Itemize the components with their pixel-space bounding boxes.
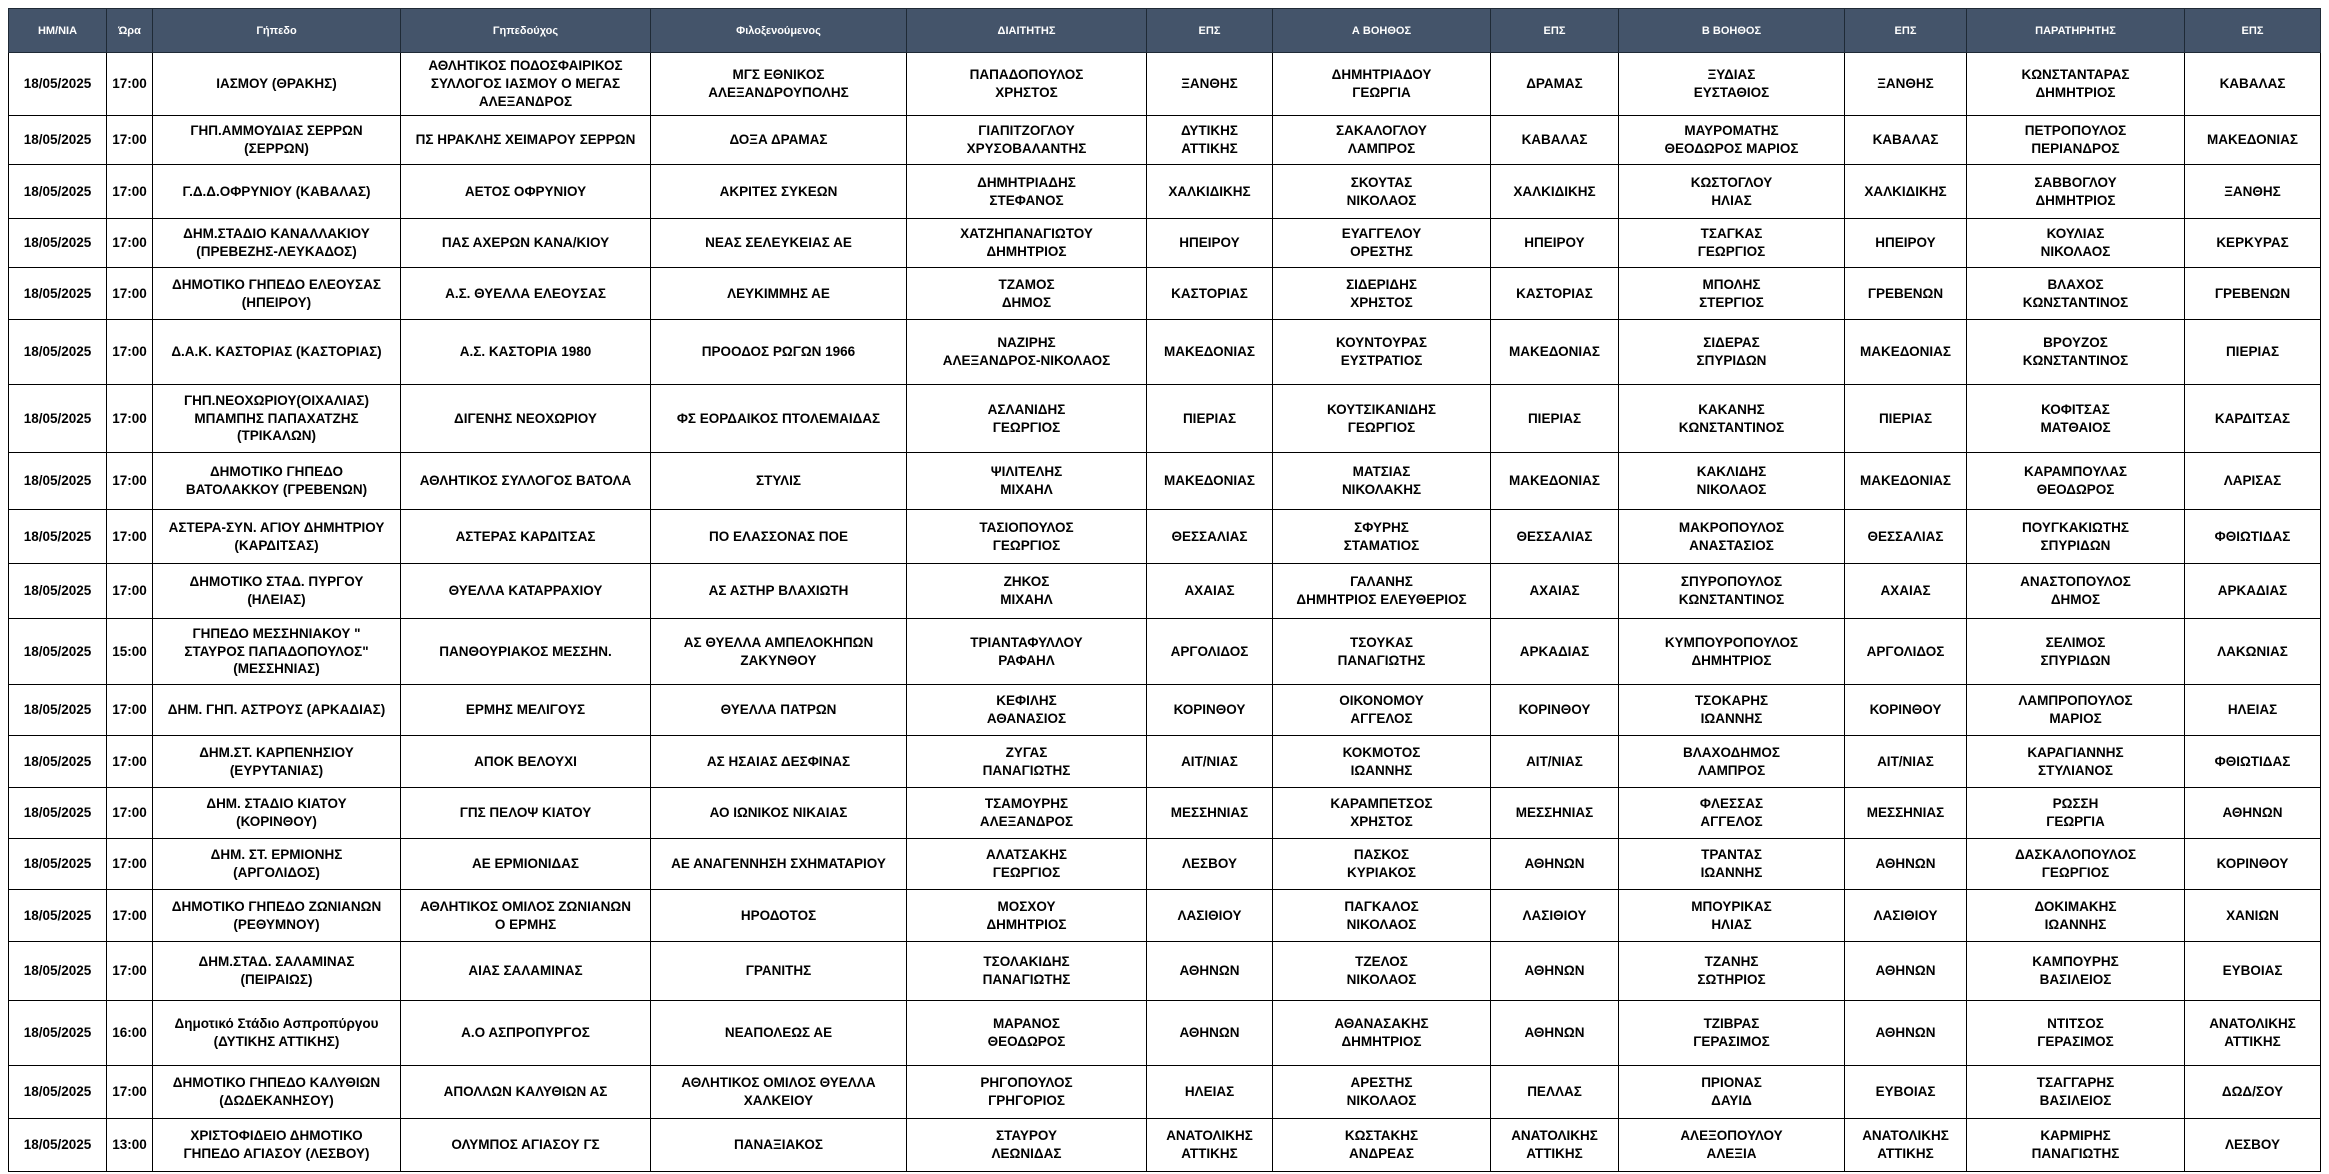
cell-observer-association: ΚΑΒΑΛΑΣ: [2185, 53, 2321, 116]
cell-observer-association: ΛΕΣΒΟΥ: [2185, 1119, 2321, 1172]
cell-assistant-b: ΑΛΕΞΟΠΟΥΛΟΥ ΑΛΕΞΙΑ: [1619, 1119, 1845, 1172]
cell-assistant-b: ΠΡΙΟΝΑΣ ΔΑΥΙΔ: [1619, 1066, 1845, 1119]
cell-observer: ΡΩΣΣΗ ΓΕΩΡΓΙΑ: [1967, 788, 2185, 839]
cell-assistant-b-association: ΘΕΣΣΑΛΙΑΣ: [1845, 510, 1967, 564]
cell-stadium: ΑΣΤΕΡΑ-ΣΥΝ. ΑΓΙΟΥ ΔΗΜΗΤΡΙΟΥ (ΚΑΡΔΙΤΣΑΣ): [153, 510, 401, 564]
table-row: [9, 736, 2321, 788]
cell-away-team: ΑΘΛΗΤΙΚΟΣ ΟΜΙΛΟΣ ΘΥΕΛΛΑ ΧΑΛΚΕΙΟΥ: [651, 1066, 907, 1119]
cell-observer-association: ΑΡΚΑΔΙΑΣ: [2185, 564, 2321, 619]
cell-assistant-b: ΜΑΥΡΟΜΑΤΗΣ ΘΕΟΔΩΡΟΣ ΜΑΡΙΟΣ: [1619, 116, 1845, 165]
cell-assistant-a: ΣΚΟΥΤΑΣ ΝΙΚΟΛΑΟΣ: [1273, 165, 1491, 219]
cell-assistant-a-association: ΠΙΕΡΙΑΣ: [1491, 385, 1619, 453]
cell-assistant-b: ΚΑΚΛΙΔΗΣ ΝΙΚΟΛΑΟΣ: [1619, 453, 1845, 510]
header-row: [9, 9, 2321, 53]
cell-referee-association: ΑΝΑΤΟΛΙΚΗΣ ΑΤΤΙΚΗΣ: [1147, 1119, 1273, 1172]
cell-assistant-a: ΚΟΥΝΤΟΥΡΑΣ ΕΥΣΤΡΑΤΙΟΣ: [1273, 320, 1491, 385]
cell-stadium: Δημοτικό Στάδιο Ασπροπύργου (ΔΥΤΙΚΗΣ ΑΤΤΙΚΗΣ): [153, 1001, 401, 1066]
cell-date: 18/05/2025: [9, 1001, 107, 1066]
cell-assistant-a-association: ΧΑΛΚΙΔΙΚΗΣ: [1491, 165, 1619, 219]
cell-home-team: ΠΑΝΘΟΥΡΙΑΚΟΣ ΜΕΣΣΗΝ.: [401, 619, 651, 685]
table-header: [9, 9, 2321, 53]
cell-home-team: Α.Ο ΑΣΠΡΟΠΥΡΓΟΣ: [401, 1001, 651, 1066]
cell-assistant-b: ΦΛΕΣΣΑΣ ΑΓΓΕΛΟΣ: [1619, 788, 1845, 839]
cell-assistant-b: ΤΣΟΚΑΡΗΣ ΙΩΑΝΝΗΣ: [1619, 685, 1845, 736]
cell-referee: ΤΡΙΑΝΤΑΦΥΛΛΟΥ ΡΑΦΑΗΛ: [907, 619, 1147, 685]
cell-assistant-a: ΚΟΚΜΟΤΟΣ ΙΩΑΝΝΗΣ: [1273, 736, 1491, 788]
cell-referee-association: ΜΑΚΕΔΟΝΙΑΣ: [1147, 320, 1273, 385]
table-row: [9, 1119, 2321, 1172]
cell-assistant-b: ΣΠΥΡΟΠΟΥΛΟΣ ΚΩΝΣΤΑΝΤΙΝΟΣ: [1619, 564, 1845, 619]
cell-date: 18/05/2025: [9, 685, 107, 736]
cell-referee: ΡΗΓΟΠΟΥΛΟΣ ΓΡΗΓΟΡΙΟΣ: [907, 1066, 1147, 1119]
cell-date: 18/05/2025: [9, 53, 107, 116]
cell-assistant-b: ΚΑΚΑΝΗΣ ΚΩΝΣΤΑΝΤΙΝΟΣ: [1619, 385, 1845, 453]
cell-assistant-a-association: ΑΙΤ/ΝΙΑΣ: [1491, 736, 1619, 788]
cell-date: 18/05/2025: [9, 890, 107, 942]
table-row: [9, 453, 2321, 510]
cell-stadium: ΔΗΜΟΤΙΚΟ ΣΤΑΔ. ΠΥΡΓΟΥ (ΗΛΕΙΑΣ): [153, 564, 401, 619]
cell-referee-association: ΧΑΛΚΙΔΙΚΗΣ: [1147, 165, 1273, 219]
cell-time: 17:00: [107, 736, 153, 788]
cell-time: 17:00: [107, 942, 153, 1001]
cell-observer: ΚΑΡΑΜΠΟΥΛΑΣ ΘΕΟΔΩΡΟΣ: [1967, 453, 2185, 510]
cell-time: 13:00: [107, 1119, 153, 1172]
cell-home-team: Α.Σ. ΘΥΕΛΛΑ ΕΛΕΟΥΣΑΣ: [401, 268, 651, 320]
cell-observer: ΝΤΙΤΣΟΣ ΓΕΡΑΣΙΜΟΣ: [1967, 1001, 2185, 1066]
cell-assistant-a: ΑΘΑΝΑΣΑΚΗΣ ΔΗΜΗΤΡΙΟΣ: [1273, 1001, 1491, 1066]
cell-observer: ΛΑΜΠΡΟΠΟΥΛΟΣ ΜΑΡΙΟΣ: [1967, 685, 2185, 736]
cell-time: 17:00: [107, 839, 153, 890]
cell-assistant-b-association: ΑΘΗΝΩΝ: [1845, 942, 1967, 1001]
cell-home-team: ΘΥΕΛΛΑ ΚΑΤΑΡΡΑΧΙΟΥ: [401, 564, 651, 619]
cell-assistant-a: ΑΡΕΣΤΗΣ ΝΙΚΟΛΑΟΣ: [1273, 1066, 1491, 1119]
cell-referee: ΣΤΑΥΡΟΥ ΛΕΩΝΙΔΑΣ: [907, 1119, 1147, 1172]
cell-observer: ΔΑΣΚΑΛΟΠΟΥΛΟΣ ΓΕΩΡΓΙΟΣ: [1967, 839, 2185, 890]
cell-referee: ΑΣΛΑΝΙΔΗΣ ΓΕΩΡΓΙΟΣ: [907, 385, 1147, 453]
cell-observer-association: ΛΑΡΙΣΑΣ: [2185, 453, 2321, 510]
cell-observer: ΚΟΥΛΙΑΣ ΝΙΚΟΛΑΟΣ: [1967, 219, 2185, 268]
cell-time: 17:00: [107, 385, 153, 453]
cell-away-team: ΑΕ ΑΝΑΓΕΝΝΗΣΗ ΣΧΗΜΑΤΑΡΙΟΥ: [651, 839, 907, 890]
cell-away-team: ΜΓΣ ΕΘΝΙΚΟΣ ΑΛΕΞΑΝΔΡΟΥΠΟΛΗΣ: [651, 53, 907, 116]
cell-home-team: ΑΘΛΗΤΙΚΟΣ ΠΟΔΟΣΦΑΙΡΙΚΟΣ ΣΥΛΛΟΓΟΣ ΙΑΣΜΟΥ Ο ΜΕΓΑΣ ΑΛΕΞΑΝΔΡΟΣ: [401, 53, 651, 116]
cell-referee-association: ΑΧΑΙΑΣ: [1147, 564, 1273, 619]
cell-stadium: Δ.Α.Κ. ΚΑΣΤΟΡΙΑΣ (ΚΑΣΤΟΡΙΑΣ): [153, 320, 401, 385]
cell-assistant-a-association: ΚΟΡΙΝΘΟΥ: [1491, 685, 1619, 736]
cell-referee: ΤΑΣΙΟΠΟΥΛΟΣ ΓΕΩΡΓΙΟΣ: [907, 510, 1147, 564]
header-home-team: Γηπεδούχος: [401, 9, 651, 53]
table-row: [9, 839, 2321, 890]
cell-away-team: ΔΟΞΑ ΔΡΑΜΑΣ: [651, 116, 907, 165]
cell-referee-association: ΑΙΤ/ΝΙΑΣ: [1147, 736, 1273, 788]
cell-assistant-a-association: ΜΑΚΕΔΟΝΙΑΣ: [1491, 453, 1619, 510]
cell-assistant-a-association: ΛΑΣΙΘΙΟΥ: [1491, 890, 1619, 942]
cell-observer-association: ΠΙΕΡΙΑΣ: [2185, 320, 2321, 385]
cell-assistant-b: ΜΠΟΥΡΙΚΑΣ ΗΛΙΑΣ: [1619, 890, 1845, 942]
cell-observer: ΑΝΑΣΤΟΠΟΥΛΟΣ ΔΗΜΟΣ: [1967, 564, 2185, 619]
cell-time: 17:00: [107, 268, 153, 320]
cell-referee-association: ΛΕΣΒΟΥ: [1147, 839, 1273, 890]
cell-time: 17:00: [107, 116, 153, 165]
cell-time: 17:00: [107, 320, 153, 385]
cell-date: 18/05/2025: [9, 1066, 107, 1119]
cell-away-team: ΑΟ ΙΩΝΙΚΟΣ ΝΙΚΑΙΑΣ: [651, 788, 907, 839]
cell-assistant-a: ΟΙΚΟΝΟΜΟΥ ΑΓΓΕΛΟΣ: [1273, 685, 1491, 736]
cell-assistant-a-association: ΑΧΑΙΑΣ: [1491, 564, 1619, 619]
cell-assistant-a-association: ΔΡΑΜΑΣ: [1491, 53, 1619, 116]
cell-assistant-b: ΤΡΑΝΤΑΣ ΙΩΑΝΝΗΣ: [1619, 839, 1845, 890]
cell-observer-association: ΑΘΗΝΩΝ: [2185, 788, 2321, 839]
cell-time: 17:00: [107, 219, 153, 268]
cell-referee: ΔΗΜΗΤΡΙΑΔΗΣ ΣΤΕΦΑΝΟΣ: [907, 165, 1147, 219]
cell-assistant-b-association: ΜΑΚΕΔΟΝΙΑΣ: [1845, 453, 1967, 510]
cell-observer-association: ΔΩΔ/ΣΟΥ: [2185, 1066, 2321, 1119]
cell-assistant-a-association: ΠΕΛΛΑΣ: [1491, 1066, 1619, 1119]
cell-observer-association: ΓΡΕΒΕΝΩΝ: [2185, 268, 2321, 320]
cell-assistant-a-association: ΑΘΗΝΩΝ: [1491, 1001, 1619, 1066]
cell-date: 18/05/2025: [9, 788, 107, 839]
cell-assistant-b: ΤΖΑΝΗΣ ΣΩΤΗΡΙΟΣ: [1619, 942, 1845, 1001]
cell-away-team: ΝΕΑΠΟΛΕΩΣ ΑΕ: [651, 1001, 907, 1066]
cell-time: 17:00: [107, 1066, 153, 1119]
cell-stadium: ΔΗΜ. ΓΗΠ. ΑΣΤΡΟΥΣ (ΑΡΚΑΔΙΑΣ): [153, 685, 401, 736]
cell-assistant-b-association: ΑΡΓΟΛΙΔΟΣ: [1845, 619, 1967, 685]
cell-assistant-b-association: ΑΧΑΙΑΣ: [1845, 564, 1967, 619]
cell-assistant-b-association: ΛΑΣΙΘΙΟΥ: [1845, 890, 1967, 942]
header-observer: ΠΑΡΑΤΗΡΗΤΗΣ: [1967, 9, 2185, 53]
table-row: [9, 890, 2321, 942]
cell-date: 18/05/2025: [9, 385, 107, 453]
cell-referee-association: ΑΘΗΝΩΝ: [1147, 942, 1273, 1001]
cell-referee: ΤΣΟΛΑΚΙΔΗΣ ΠΑΝΑΓΙΩΤΗΣ: [907, 942, 1147, 1001]
cell-referee-association: ΠΙΕΡΙΑΣ: [1147, 385, 1273, 453]
cell-observer: ΠΟΥΓΚΑΚΙΩΤΗΣ ΣΠΥΡΙΔΩΝ: [1967, 510, 2185, 564]
header-referee: ΔΙΑΙΤΗΤΗΣ: [907, 9, 1147, 53]
cell-assistant-b-association: ΗΠΕΙΡΟΥ: [1845, 219, 1967, 268]
cell-home-team: ΑΣΤΕΡΑΣ ΚΑΡΔΙΤΣΑΣ: [401, 510, 651, 564]
header-date: ΗΜ/ΝΙΑ: [9, 9, 107, 53]
cell-assistant-a-association: ΑΝΑΤΟΛΙΚΗΣ ΑΤΤΙΚΗΣ: [1491, 1119, 1619, 1172]
table-body: [9, 53, 2321, 1172]
cell-date: 18/05/2025: [9, 219, 107, 268]
cell-referee: ΤΖΑΜΟΣ ΔΗΜΟΣ: [907, 268, 1147, 320]
cell-referee: ΓΙΑΠΙΤΖΟΓΛΟΥ ΧΡΥΣΟΒΑΛΑΝΤΗΣ: [907, 116, 1147, 165]
cell-referee: ΖΗΚΟΣ ΜΙΧΑΗΛ: [907, 564, 1147, 619]
cell-stadium: ΓΗΠ.ΑΜΜΟΥΔΙΑΣ ΣΕΡΡΩΝ (ΣΕΡΡΩΝ): [153, 116, 401, 165]
cell-home-team: ΔΙΓΕΝΗΣ ΝΕΟΧΩΡΙΟΥ: [401, 385, 651, 453]
cell-assistant-b-association: ΚΑΒΑΛΑΣ: [1845, 116, 1967, 165]
cell-time: 17:00: [107, 510, 153, 564]
cell-away-team: ΑΚΡΙΤΕΣ ΣΥΚΕΩΝ: [651, 165, 907, 219]
table-row: [9, 619, 2321, 685]
cell-stadium: ΧΡΙΣΤΟΦΙΔΕΙΟ ΔΗΜΟΤΙΚΟ ΓΗΠΕΔΟ ΑΓΙΑΣΟΥ (ΛΕΣΒΟΥ): [153, 1119, 401, 1172]
cell-assistant-b: ΜΑΚΡΟΠΟΥΛΟΣ ΑΝΑΣΤΑΣΙΟΣ: [1619, 510, 1845, 564]
cell-referee-association: ΑΡΓΟΛΙΔΟΣ: [1147, 619, 1273, 685]
cell-away-team: ΠΡΟΟΔΟΣ ΡΩΓΩΝ 1966: [651, 320, 907, 385]
cell-date: 18/05/2025: [9, 942, 107, 1001]
cell-away-team: ΑΣ ΘΥΕΛΛΑ ΑΜΠΕΛΟΚΗΠΩΝ ΖΑΚΥΝΘΟΥ: [651, 619, 907, 685]
cell-observer: ΤΣΑΓΓΑΡΗΣ ΒΑΣΙΛΕΙΟΣ: [1967, 1066, 2185, 1119]
header-observer-association: ΕΠΣ: [2185, 9, 2321, 53]
header-time: Ώρα: [107, 9, 153, 53]
cell-referee-association: ΔΥΤΙΚΗΣ ΑΤΤΙΚΗΣ: [1147, 116, 1273, 165]
cell-home-team: ΑΕΤΟΣ ΟΦΡΥΝΙΟΥ: [401, 165, 651, 219]
cell-date: 18/05/2025: [9, 268, 107, 320]
cell-assistant-b-association: ΞΑΝΘΗΣ: [1845, 53, 1967, 116]
cell-date: 18/05/2025: [9, 736, 107, 788]
table-row: [9, 685, 2321, 736]
cell-referee-association: ΗΠΕΙΡΟΥ: [1147, 219, 1273, 268]
cell-date: 18/05/2025: [9, 564, 107, 619]
cell-away-team: ΠΑΝΑΞΙΑΚΟΣ: [651, 1119, 907, 1172]
header-stadium: Γήπεδο: [153, 9, 401, 53]
cell-date: 18/05/2025: [9, 839, 107, 890]
table-row: [9, 385, 2321, 453]
cell-assistant-a: ΠΑΓΚΑΛΟΣ ΝΙΚΟΛΑΟΣ: [1273, 890, 1491, 942]
cell-referee: ΤΣΑΜΟΥΡΗΣ ΑΛΕΞΑΝΔΡΟΣ: [907, 788, 1147, 839]
cell-observer: ΒΡΟΥΖΟΣ ΚΩΝΣΤΑΝΤΙΝΟΣ: [1967, 320, 2185, 385]
referee-assignments-table: [8, 8, 2321, 1172]
cell-observer-association: ΕΥΒΟΙΑΣ: [2185, 942, 2321, 1001]
cell-assistant-a: ΕΥΑΓΓΕΛΟΥ ΟΡΕΣΤΗΣ: [1273, 219, 1491, 268]
cell-assistant-a: ΚΑΡΑΜΠΕΤΣΟΣ ΧΡΗΣΤΟΣ: [1273, 788, 1491, 839]
cell-away-team: ΛΕΥΚΙΜΜΗΣ ΑΕ: [651, 268, 907, 320]
cell-assistant-a-association: ΚΑΣΤΟΡΙΑΣ: [1491, 268, 1619, 320]
cell-home-team: ΑΠΟΚ ΒΕΛΟΥΧΙ: [401, 736, 651, 788]
table-row: [9, 1001, 2321, 1066]
cell-stadium: ΙΑΣΜΟΥ (ΘΡΑΚΗΣ): [153, 53, 401, 116]
table-row: [9, 320, 2321, 385]
header-assistant-a-association: ΕΠΣ: [1491, 9, 1619, 53]
cell-assistant-b-association: ΑΙΤ/ΝΙΑΣ: [1845, 736, 1967, 788]
cell-assistant-b: ΚΥΜΠΟΥΡΟΠΟΥΛΟΣ ΔΗΜΗΤΡΙΟΣ: [1619, 619, 1845, 685]
cell-time: 17:00: [107, 53, 153, 116]
cell-date: 18/05/2025: [9, 453, 107, 510]
cell-time: 17:00: [107, 165, 153, 219]
cell-assistant-a-association: ΚΑΒΑΛΑΣ: [1491, 116, 1619, 165]
header-referee-association: ΕΠΣ: [1147, 9, 1273, 53]
cell-away-team: ΑΣ ΑΣΤΗΡ ΒΛΑΧΙΩΤΗ: [651, 564, 907, 619]
cell-date: 18/05/2025: [9, 165, 107, 219]
cell-assistant-b-association: ΜΕΣΣΗΝΙΑΣ: [1845, 788, 1967, 839]
cell-away-team: ΘΥΕΛΛΑ ΠΑΤΡΩΝ: [651, 685, 907, 736]
table-row: [9, 942, 2321, 1001]
cell-referee-association: ΘΕΣΣΑΛΙΑΣ: [1147, 510, 1273, 564]
cell-observer: ΣΕΛΙΜΟΣ ΣΠΥΡΙΔΩΝ: [1967, 619, 2185, 685]
cell-assistant-b: ΒΛΑΧΟΔΗΜΟΣ ΛΑΜΠΡΟΣ: [1619, 736, 1845, 788]
cell-stadium: ΔΗΜΟΤΙΚΟ ΓΗΠΕΔΟ ΕΛΕΟΥΣΑΣ (ΗΠΕΙΡΟΥ): [153, 268, 401, 320]
header-assistant-b: Β ΒΟΗΘΟΣ: [1619, 9, 1845, 53]
cell-home-team: Α.Σ. ΚΑΣΤΟΡΙΑ 1980: [401, 320, 651, 385]
cell-assistant-b: ΤΣΑΓΚΑΣ ΓΕΩΡΓΙΟΣ: [1619, 219, 1845, 268]
cell-assistant-a: ΚΟΥΤΣΙΚΑΝΙΔΗΣ ΓΕΩΡΓΙΟΣ: [1273, 385, 1491, 453]
cell-assistant-a-association: ΑΘΗΝΩΝ: [1491, 839, 1619, 890]
cell-stadium: ΔΗΜ.ΣΤΑΔ. ΣΑΛΑΜΙΝΑΣ (ΠΕΙΡΑΙΩΣ): [153, 942, 401, 1001]
cell-stadium: ΔΗΜ.ΣΤ. ΚΑΡΠΕΝΗΣΙΟΥ (ΕΥΡΥΤΑΝΙΑΣ): [153, 736, 401, 788]
cell-away-team: ΣΤΥΛΙΣ: [651, 453, 907, 510]
cell-observer-association: ΞΑΝΘΗΣ: [2185, 165, 2321, 219]
cell-time: 17:00: [107, 788, 153, 839]
cell-assistant-b-association: ΧΑΛΚΙΔΙΚΗΣ: [1845, 165, 1967, 219]
cell-referee: ΚΕΦΙΛΗΣ ΑΘΑΝΑΣΙΟΣ: [907, 685, 1147, 736]
cell-referee: ΜΟΣΧΟΥ ΔΗΜΗΤΡΙΟΣ: [907, 890, 1147, 942]
cell-referee-association: ΛΑΣΙΘΙΟΥ: [1147, 890, 1273, 942]
cell-observer: ΒΛΑΧΟΣ ΚΩΝΣΤΑΝΤΙΝΟΣ: [1967, 268, 2185, 320]
cell-stadium: ΔΗΜ. ΣΤ. ΕΡΜΙΟΝΗΣ (ΑΡΓΟΛΙΔΟΣ): [153, 839, 401, 890]
cell-date: 18/05/2025: [9, 510, 107, 564]
table-row: [9, 510, 2321, 564]
cell-stadium: ΓΗΠ.ΝΕΟΧΩΡΙΟΥ(ΟΙΧΑΛΙΑΣ) ΜΠΑΜΠΗΣ ΠΑΠΑΧΑΤΖΗΣ (ΤΡΙΚΑΛΩΝ): [153, 385, 401, 453]
cell-observer-association: ΦΘΙΩΤΙΔΑΣ: [2185, 510, 2321, 564]
cell-referee-association: ΚΑΣΤΟΡΙΑΣ: [1147, 268, 1273, 320]
cell-assistant-a-association: ΜΕΣΣΗΝΙΑΣ: [1491, 788, 1619, 839]
cell-time: 17:00: [107, 685, 153, 736]
cell-referee-association: ΜΑΚΕΔΟΝΙΑΣ: [1147, 453, 1273, 510]
referee-assignments-sheet: [8, 8, 2321, 1172]
cell-assistant-a-association: ΑΡΚΑΔΙΑΣ: [1491, 619, 1619, 685]
cell-assistant-a-association: ΜΑΚΕΔΟΝΙΑΣ: [1491, 320, 1619, 385]
cell-assistant-a-association: ΑΘΗΝΩΝ: [1491, 942, 1619, 1001]
table-row: [9, 268, 2321, 320]
cell-assistant-b: ΤΖΙΒΡΑΣ ΓΕΡΑΣΙΜΟΣ: [1619, 1001, 1845, 1066]
cell-time: 15:00: [107, 619, 153, 685]
cell-home-team: ΠΣ ΗΡΑΚΛΗΣ ΧΕΙΜΑΡΟΥ ΣΕΡΡΩΝ: [401, 116, 651, 165]
cell-home-team: ΠΑΣ ΑΧΕΡΩΝ ΚΑΝΑ/ΚΙΟΥ: [401, 219, 651, 268]
cell-observer: ΠΕΤΡΟΠΟΥΛΟΣ ΠΕΡΙΑΝΔΡΟΣ: [1967, 116, 2185, 165]
cell-observer: ΣΑΒΒΟΓΛΟΥ ΔΗΜΗΤΡΙΟΣ: [1967, 165, 2185, 219]
cell-stadium: ΓΗΠΕΔΟ ΜΕΣΣΗΝΙΑΚΟΥ " ΣΤΑΥΡΟΣ ΠΑΠΑΔΟΠΟΥΛΟΣ" (ΜΕΣΣΗΝΙΑΣ): [153, 619, 401, 685]
table-row: [9, 165, 2321, 219]
cell-assistant-b-association: ΜΑΚΕΔΟΝΙΑΣ: [1845, 320, 1967, 385]
cell-home-team: ΑΕ ΕΡΜΙΟΝΙΔΑΣ: [401, 839, 651, 890]
cell-assistant-a: ΚΩΣΤΑΚΗΣ ΑΝΔΡΕΑΣ: [1273, 1119, 1491, 1172]
cell-stadium: ΔΗΜΟΤΙΚΟ ΓΗΠΕΔΟ ΚΑΛΥΘΙΩΝ (ΔΩΔΕΚΑΝΗΣΟΥ): [153, 1066, 401, 1119]
cell-away-team: ΝΕΑΣ ΣΕΛΕΥΚΕΙΑΣ ΑΕ: [651, 219, 907, 268]
cell-home-team: ΟΛΥΜΠΟΣ ΑΓΙΑΣΟΥ ΓΣ: [401, 1119, 651, 1172]
table-row: [9, 1066, 2321, 1119]
cell-observer-association: ΛΑΚΩΝΙΑΣ: [2185, 619, 2321, 685]
cell-referee: ΜΑΡΑΝΟΣ ΘΕΟΔΩΡΟΣ: [907, 1001, 1147, 1066]
cell-assistant-b: ΚΩΣΤΟΓΛΟΥ ΗΛΙΑΣ: [1619, 165, 1845, 219]
cell-assistant-a: ΜΑΤΣΙΑΣ ΝΙΚΟΛΑΚΗΣ: [1273, 453, 1491, 510]
cell-assistant-a: ΠΑΣΚΟΣ ΚΥΡΙΑΚΟΣ: [1273, 839, 1491, 890]
cell-observer-association: ΧΑΝΙΩΝ: [2185, 890, 2321, 942]
cell-referee: ΨΙΛΙΤΕΛΗΣ ΜΙΧΑΗΛ: [907, 453, 1147, 510]
table-row: [9, 219, 2321, 268]
header-assistant-a: Α ΒΟΗΘΟΣ: [1273, 9, 1491, 53]
cell-away-team: ΠΟ ΕΛΑΣΣΟΝΑΣ ΠΟΕ: [651, 510, 907, 564]
cell-home-team: ΑΠΟΛΛΩΝ ΚΑΛΥΘΙΩΝ ΑΣ: [401, 1066, 651, 1119]
cell-observer: ΔΟΚΙΜΑΚΗΣ ΙΩΑΝΝΗΣ: [1967, 890, 2185, 942]
cell-observer-association: ΦΘΙΩΤΙΔΑΣ: [2185, 736, 2321, 788]
cell-observer: ΚΑΡΜΙΡΗΣ ΠΑΝΑΓΙΩΤΗΣ: [1967, 1119, 2185, 1172]
cell-observer: ΚΑΡΑΓΙΑΝΝΗΣ ΣΤΥΛΙΑΝΟΣ: [1967, 736, 2185, 788]
cell-assistant-b: ΣΙΔΕΡΑΣ ΣΠΥΡΙΔΩΝ: [1619, 320, 1845, 385]
cell-observer: ΚΟΦΙΤΣΑΣ ΜΑΤΘΑΙΟΣ: [1967, 385, 2185, 453]
cell-stadium: ΔΗΜΟΤΙΚΟ ΓΗΠΕΔΟ ΖΩΝΙΑΝΩΝ (ΡΕΘΥΜΝΟΥ): [153, 890, 401, 942]
cell-assistant-b-association: ΓΡΕΒΕΝΩΝ: [1845, 268, 1967, 320]
cell-date: 18/05/2025: [9, 1119, 107, 1172]
cell-assistant-a: ΤΖΕΛΟΣ ΝΙΚΟΛΑΟΣ: [1273, 942, 1491, 1001]
cell-referee-association: ΑΘΗΝΩΝ: [1147, 1001, 1273, 1066]
cell-assistant-b-association: ΠΙΕΡΙΑΣ: [1845, 385, 1967, 453]
cell-home-team: ΑΘΛΗΤΙΚΟΣ ΟΜΙΛΟΣ ΖΩΝΙΑΝΩΝ Ο ΕΡΜΗΣ: [401, 890, 651, 942]
cell-stadium: ΔΗΜΟΤΙΚΟ ΓΗΠΕΔΟ ΒΑΤΟΛΑΚΚΟΥ (ΓΡΕΒΕΝΩΝ): [153, 453, 401, 510]
cell-assistant-a-association: ΗΠΕΙΡΟΥ: [1491, 219, 1619, 268]
cell-observer-association: ΗΛΕΙΑΣ: [2185, 685, 2321, 736]
cell-stadium: ΔΗΜ. ΣΤΑΔΙΟ ΚΙΑΤΟΥ (ΚΟΡΙΝΘΟΥ): [153, 788, 401, 839]
table-row: [9, 116, 2321, 165]
cell-home-team: ΓΠΣ ΠΕΛΟΨ ΚΙΑΤΟΥ: [401, 788, 651, 839]
cell-home-team: ΑΘΛΗΤΙΚΟΣ ΣΥΛΛΟΓΟΣ ΒΑΤΟΛΑ: [401, 453, 651, 510]
header-away-team: Φιλοξενούμενος: [651, 9, 907, 53]
table-row: [9, 788, 2321, 839]
cell-assistant-b: ΜΠΟΛΗΣ ΣΤΕΡΓΙΟΣ: [1619, 268, 1845, 320]
cell-away-team: ΑΣ ΗΣΑΙΑΣ ΔΕΣΦΙΝΑΣ: [651, 736, 907, 788]
cell-date: 18/05/2025: [9, 116, 107, 165]
cell-referee: ΑΛΑΤΣΑΚΗΣ ΓΕΩΡΓΙΟΣ: [907, 839, 1147, 890]
cell-assistant-b-association: ΑΘΗΝΩΝ: [1845, 1001, 1967, 1066]
table-row: [9, 564, 2321, 619]
cell-referee: ΠΑΠΑΔΟΠΟΥΛΟΣ ΧΡΗΣΤΟΣ: [907, 53, 1147, 116]
cell-observer-association: ΜΑΚΕΔΟΝΙΑΣ: [2185, 116, 2321, 165]
cell-stadium: Γ.Δ.Δ.ΟΦΡΥΝΙΟΥ (ΚΑΒΑΛΑΣ): [153, 165, 401, 219]
cell-assistant-b-association: ΕΥΒΟΙΑΣ: [1845, 1066, 1967, 1119]
cell-observer-association: ΑΝΑΤΟΛΙΚΗΣ ΑΤΤΙΚΗΣ: [2185, 1001, 2321, 1066]
cell-away-team: ΦΣ ΕΟΡΔΑΙΚΟΣ ΠΤΟΛΕΜΑΙΔΑΣ: [651, 385, 907, 453]
cell-assistant-a: ΣΑΚΑΛΟΓΛΟΥ ΛΑΜΠΡΟΣ: [1273, 116, 1491, 165]
cell-assistant-b-association: ΑΝΑΤΟΛΙΚΗΣ ΑΤΤΙΚΗΣ: [1845, 1119, 1967, 1172]
cell-time: 17:00: [107, 453, 153, 510]
cell-observer-association: ΚΕΡΚΥΡΑΣ: [2185, 219, 2321, 268]
cell-assistant-a: ΔΗΜΗΤΡΙΑΔΟΥ ΓΕΩΡΓΙΑ: [1273, 53, 1491, 116]
cell-away-team: ΗΡΟΔΟΤΟΣ: [651, 890, 907, 942]
cell-observer-association: ΚΑΡΔΙΤΣΑΣ: [2185, 385, 2321, 453]
header-assistant-b-association: ΕΠΣ: [1845, 9, 1967, 53]
cell-assistant-a: ΤΣΟΥΚΑΣ ΠΑΝΑΓΙΩΤΗΣ: [1273, 619, 1491, 685]
cell-referee-association: ΗΛΕΙΑΣ: [1147, 1066, 1273, 1119]
cell-observer-association: ΚΟΡΙΝΘΟΥ: [2185, 839, 2321, 890]
table-row: [9, 53, 2321, 116]
cell-assistant-b: ΞΥΔΙΑΣ ΕΥΣΤΑΘΙΟΣ: [1619, 53, 1845, 116]
cell-date: 18/05/2025: [9, 619, 107, 685]
cell-home-team: ΑΙΑΣ ΣΑΛΑΜΙΝΑΣ: [401, 942, 651, 1001]
cell-assistant-b-association: ΑΘΗΝΩΝ: [1845, 839, 1967, 890]
cell-assistant-a-association: ΘΕΣΣΑΛΙΑΣ: [1491, 510, 1619, 564]
cell-home-team: ΕΡΜΗΣ ΜΕΛΙΓΟΥΣ: [401, 685, 651, 736]
cell-referee-association: ΚΟΡΙΝΘΟΥ: [1147, 685, 1273, 736]
cell-assistant-b-association: ΚΟΡΙΝΘΟΥ: [1845, 685, 1967, 736]
cell-assistant-a: ΣΦΥΡΗΣ ΣΤΑΜΑΤΙΟΣ: [1273, 510, 1491, 564]
cell-observer: ΚΑΜΠΟΥΡΗΣ ΒΑΣΙΛΕΙΟΣ: [1967, 942, 2185, 1001]
cell-observer: ΚΩΝΣΤΑΝΤΑΡΑΣ ΔΗΜΗΤΡΙΟΣ: [1967, 53, 2185, 116]
cell-referee-association: ΞΑΝΘΗΣ: [1147, 53, 1273, 116]
cell-date: 18/05/2025: [9, 320, 107, 385]
cell-stadium: ΔΗΜ.ΣΤΑΔΙΟ ΚΑΝΑΛΛΑΚΙΟΥ (ΠΡΕΒΕΖΗΣ-ΛΕΥΚΑΔΟΣ): [153, 219, 401, 268]
cell-assistant-a: ΣΙΔΕΡΙΔΗΣ ΧΡΗΣΤΟΣ: [1273, 268, 1491, 320]
cell-assistant-a: ΓΑΛΑΝΗΣ ΔΗΜΗΤΡΙΟΣ ΕΛΕΥΘΕΡΙΟΣ: [1273, 564, 1491, 619]
cell-referee-association: ΜΕΣΣΗΝΙΑΣ: [1147, 788, 1273, 839]
cell-referee: ΖΥΓΑΣ ΠΑΝΑΓΙΩΤΗΣ: [907, 736, 1147, 788]
cell-referee: ΝΑΖΙΡΗΣ ΑΛΕΞΑΝΔΡΟΣ-ΝΙΚΟΛΑΟΣ: [907, 320, 1147, 385]
cell-time: 17:00: [107, 564, 153, 619]
cell-referee: ΧΑΤΖΗΠΑΝΑΓΙΩΤΟΥ ΔΗΜΗΤΡΙΟΣ: [907, 219, 1147, 268]
cell-time: 16:00: [107, 1001, 153, 1066]
cell-away-team: ΓΡΑΝΙΤΗΣ: [651, 942, 907, 1001]
cell-time: 17:00: [107, 890, 153, 942]
